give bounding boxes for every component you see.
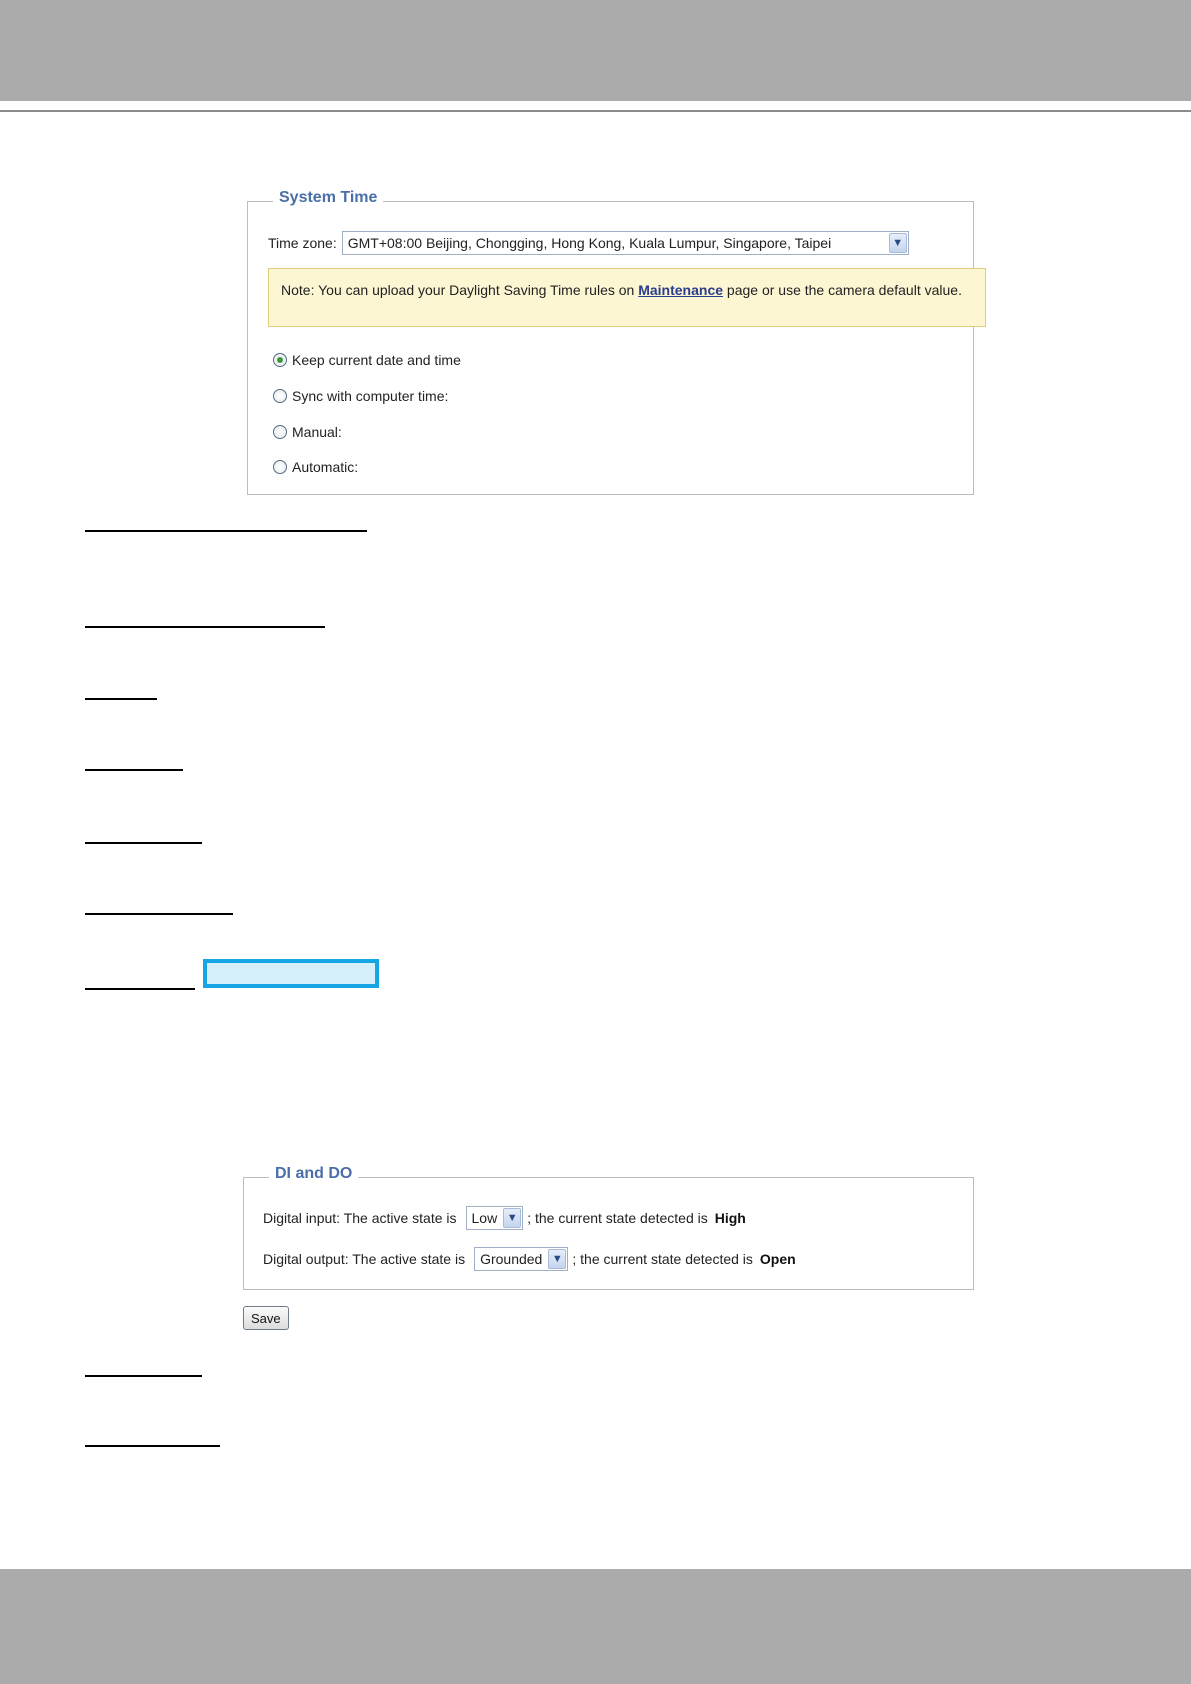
digital-input-value: Low xyxy=(471,1210,498,1226)
radio-icon xyxy=(273,389,287,403)
note-prefix: Note: You can upload your Daylight Saving Time rules on xyxy=(281,282,639,298)
digital-output-state: Open xyxy=(759,1251,796,1267)
timezone-row xyxy=(268,231,909,255)
timezone-select[interactable] xyxy=(342,231,909,255)
digital-input-state: High xyxy=(714,1210,746,1226)
digital-input-row xyxy=(263,1206,746,1230)
chevron-down-icon: ▼ xyxy=(548,1249,566,1269)
header-band xyxy=(0,0,1191,101)
radio-icon xyxy=(273,425,287,439)
heading-underline xyxy=(85,1445,220,1447)
digital-output-row xyxy=(263,1247,796,1271)
highlight-box xyxy=(203,959,379,988)
radio-keep-current[interactable] xyxy=(273,352,461,368)
digital-output-mid: ; the current state detected is xyxy=(572,1251,753,1267)
heading-underline xyxy=(85,1375,202,1377)
digital-input-mid: ; the current state detected is xyxy=(527,1210,708,1226)
timezone-value: GMT+08:00 Beijing, Chongging, Hong Kong, Kuala Lumpur, Singapore, Taipei xyxy=(347,235,832,251)
system-time-legend: System Time xyxy=(273,189,383,207)
chevron-down-icon: ▼ xyxy=(889,233,907,253)
dst-note xyxy=(268,268,986,327)
radio-manual[interactable] xyxy=(273,424,342,440)
system-time-panel xyxy=(247,189,974,495)
radio-label: Keep current date and time xyxy=(292,352,461,368)
radio-icon xyxy=(273,460,287,474)
maintenance-link[interactable]: Maintenance xyxy=(638,282,724,298)
note-suffix: page or use the camera default value. xyxy=(723,282,962,298)
chevron-down-icon: ▼ xyxy=(503,1208,521,1228)
radio-selected-icon xyxy=(273,353,287,367)
heading-underline xyxy=(85,842,202,844)
digital-input-select[interactable] xyxy=(466,1206,524,1230)
heading-underline xyxy=(85,913,233,915)
di-do-panel xyxy=(243,1165,974,1290)
radio-label: Sync with computer time: xyxy=(292,388,449,404)
heading-underline xyxy=(85,988,195,990)
header-rule xyxy=(0,110,1191,112)
heading-underline xyxy=(85,769,183,771)
footer-band xyxy=(0,1569,1191,1684)
timezone-label: Time zone: xyxy=(268,235,337,251)
digital-output-select[interactable] xyxy=(474,1247,568,1271)
radio-label: Automatic: xyxy=(292,459,359,475)
digital-output-value: Grounded xyxy=(480,1251,543,1267)
radio-label: Manual: xyxy=(292,424,342,440)
radio-automatic[interactable] xyxy=(273,459,358,475)
save-button[interactable]: Save xyxy=(243,1306,289,1330)
heading-underline xyxy=(85,698,157,700)
heading-underline xyxy=(85,530,367,532)
digital-output-label: Digital output: The active state is xyxy=(263,1251,466,1267)
digital-input-label: Digital input: The active state is xyxy=(263,1210,457,1226)
radio-sync-computer[interactable] xyxy=(273,388,448,404)
heading-underline xyxy=(85,626,325,628)
di-do-legend: DI and DO xyxy=(269,1165,358,1183)
